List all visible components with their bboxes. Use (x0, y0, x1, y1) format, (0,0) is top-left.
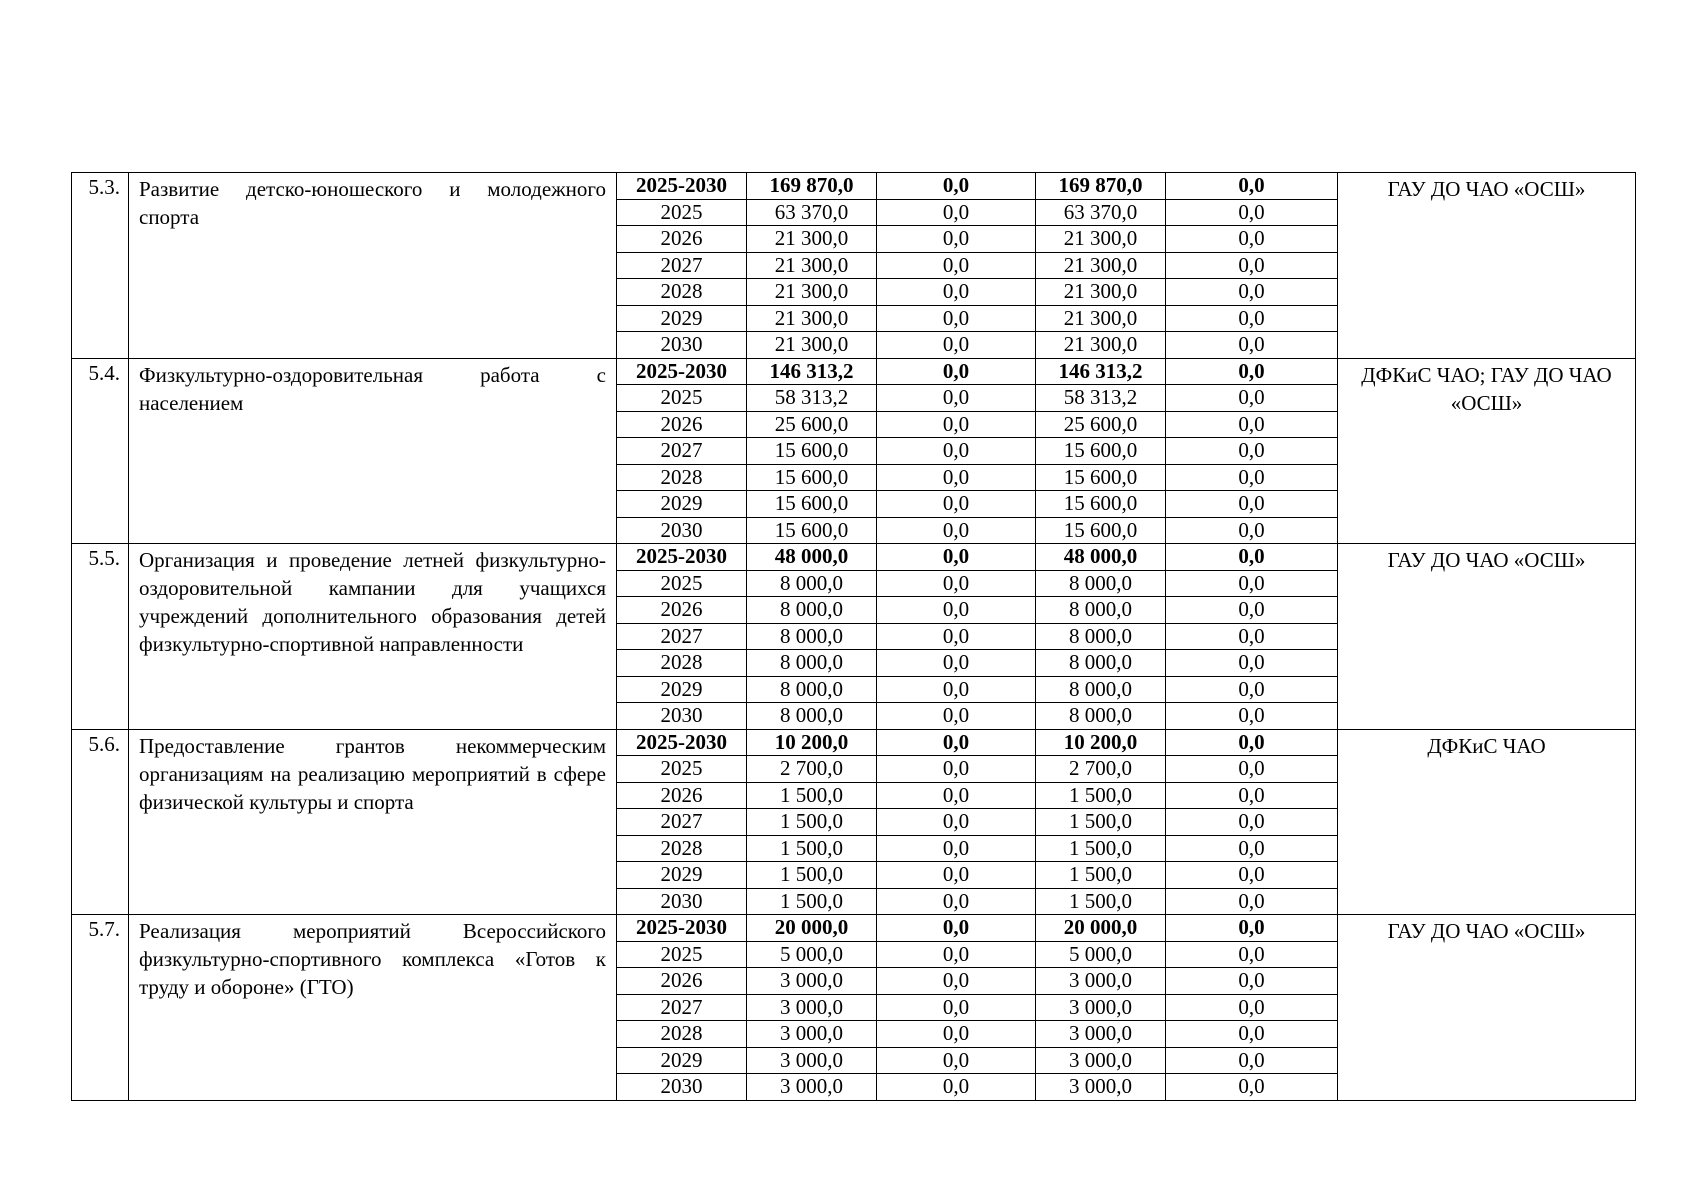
other-sources-cell: 0,0 (1166, 199, 1338, 226)
other-sources-cell: 0,0 (1166, 411, 1338, 438)
other-sources-cell: 0,0 (1166, 332, 1338, 359)
other-sources-cell: 0,0 (1166, 756, 1338, 783)
other-sources-cell: 0,0 (1166, 676, 1338, 703)
period-cell: 2029 (617, 676, 747, 703)
federal-budget-cell: 0,0 (877, 385, 1036, 412)
period-cell: 2029 (617, 305, 747, 332)
funding-table (71, 172, 1636, 1101)
period-cell: 2025 (617, 570, 747, 597)
period-cell: 2026 (617, 411, 747, 438)
regional-budget-cell: 8 000,0 (1036, 650, 1166, 677)
total-amount-cell: 3 000,0 (747, 1047, 877, 1074)
regional-budget-cell: 25 600,0 (1036, 411, 1166, 438)
regional-budget-cell: 1 500,0 (1036, 809, 1166, 836)
responsible-executor: ДФКиС ЧАО (1338, 729, 1636, 915)
federal-budget-cell: 0,0 (877, 994, 1036, 1021)
period-cell: 2029 (617, 862, 747, 889)
period-cell: 2029 (617, 491, 747, 518)
responsible-executor: ГАУ ДО ЧАО «ОСШ» (1338, 173, 1636, 359)
total-amount-cell: 21 300,0 (747, 252, 877, 279)
federal-budget-cell: 0,0 (877, 252, 1036, 279)
regional-budget-cell: 3 000,0 (1036, 968, 1166, 995)
other-sources-cell: 0,0 (1166, 623, 1338, 650)
period-cell: 2028 (617, 650, 747, 677)
other-sources-cell: 0,0 (1166, 650, 1338, 677)
total-amount-cell: 15 600,0 (747, 517, 877, 544)
federal-budget-cell: 0,0 (877, 729, 1036, 756)
responsible-executor: ДФКиС ЧАО; ГАУ ДО ЧАО «ОСШ» (1338, 358, 1636, 544)
regional-budget-cell: 8 000,0 (1036, 703, 1166, 730)
regional-budget-cell: 15 600,0 (1036, 517, 1166, 544)
period-cell: 2027 (617, 252, 747, 279)
federal-budget-cell: 0,0 (877, 464, 1036, 491)
regional-budget-cell: 1 500,0 (1036, 862, 1166, 889)
regional-budget-cell: 8 000,0 (1036, 570, 1166, 597)
regional-budget-cell: 2 700,0 (1036, 756, 1166, 783)
section-number: 5.5. (72, 544, 129, 730)
federal-budget-cell: 0,0 (877, 941, 1036, 968)
regional-budget-cell: 15 600,0 (1036, 464, 1166, 491)
total-amount-cell: 3 000,0 (747, 994, 877, 1021)
regional-budget-cell: 21 300,0 (1036, 305, 1166, 332)
regional-budget-cell: 21 300,0 (1036, 226, 1166, 253)
period-cell: 2025 (617, 199, 747, 226)
federal-budget-cell: 0,0 (877, 173, 1036, 200)
total-amount-cell: 5 000,0 (747, 941, 877, 968)
federal-budget-cell: 0,0 (877, 305, 1036, 332)
period-cell: 2027 (617, 438, 747, 465)
total-amount-cell: 8 000,0 (747, 650, 877, 677)
other-sources-cell: 0,0 (1166, 729, 1338, 756)
federal-budget-cell: 0,0 (877, 438, 1036, 465)
period-cell: 2028 (617, 835, 747, 862)
federal-budget-cell: 0,0 (877, 888, 1036, 915)
total-amount-cell: 15 600,0 (747, 491, 877, 518)
period-cell: 2025-2030 (617, 173, 747, 200)
regional-budget-cell: 8 000,0 (1036, 623, 1166, 650)
total-amount-cell: 21 300,0 (747, 332, 877, 359)
federal-budget-cell: 0,0 (877, 570, 1036, 597)
regional-budget-cell: 5 000,0 (1036, 941, 1166, 968)
federal-budget-cell: 0,0 (877, 915, 1036, 942)
table-row-total (72, 915, 1636, 942)
period-cell: 2025-2030 (617, 358, 747, 385)
regional-budget-cell: 8 000,0 (1036, 676, 1166, 703)
regional-budget-cell: 169 870,0 (1036, 173, 1166, 200)
federal-budget-cell: 0,0 (877, 544, 1036, 571)
period-cell: 2027 (617, 623, 747, 650)
total-amount-cell: 1 500,0 (747, 862, 877, 889)
other-sources-cell: 0,0 (1166, 941, 1338, 968)
federal-budget-cell: 0,0 (877, 809, 1036, 836)
other-sources-cell: 0,0 (1166, 1074, 1338, 1101)
federal-budget-cell: 0,0 (877, 835, 1036, 862)
section-title: Предоставление грантов некоммерческим организациям на реализацию мероприятий в сфере физической культуры и спорта (129, 729, 617, 915)
regional-budget-cell: 1 500,0 (1036, 835, 1166, 862)
section-title: Развитие детско-юношеского и молодежного спорта (129, 173, 617, 359)
section-title: Организация и проведение летней физкультурно-оздоровительной кампании для учащихся учреждений дополнительного образования детей физкультурно-спортивной направленности (129, 544, 617, 730)
total-amount-cell: 25 600,0 (747, 411, 877, 438)
period-cell: 2026 (617, 226, 747, 253)
federal-budget-cell: 0,0 (877, 491, 1036, 518)
period-cell: 2026 (617, 968, 747, 995)
period-cell: 2028 (617, 464, 747, 491)
other-sources-cell: 0,0 (1166, 358, 1338, 385)
regional-budget-cell: 3 000,0 (1036, 994, 1166, 1021)
other-sources-cell: 0,0 (1166, 385, 1338, 412)
other-sources-cell: 0,0 (1166, 888, 1338, 915)
section-number: 5.7. (72, 915, 129, 1101)
other-sources-cell: 0,0 (1166, 491, 1338, 518)
section-title: Реализация мероприятий Всероссийского физкультурно-спортивного комплекса «Готов к труду и обороне» (ГТО) (129, 915, 617, 1101)
federal-budget-cell: 0,0 (877, 968, 1036, 995)
total-amount-cell: 63 370,0 (747, 199, 877, 226)
regional-budget-cell: 10 200,0 (1036, 729, 1166, 756)
period-cell: 2026 (617, 782, 747, 809)
other-sources-cell: 0,0 (1166, 252, 1338, 279)
other-sources-cell: 0,0 (1166, 915, 1338, 942)
regional-budget-cell: 8 000,0 (1036, 597, 1166, 624)
federal-budget-cell: 0,0 (877, 199, 1036, 226)
federal-budget-cell: 0,0 (877, 1047, 1036, 1074)
other-sources-cell: 0,0 (1166, 517, 1338, 544)
table-row-total (72, 544, 1636, 571)
total-amount-cell: 15 600,0 (747, 438, 877, 465)
other-sources-cell: 0,0 (1166, 305, 1338, 332)
period-cell: 2027 (617, 809, 747, 836)
other-sources-cell: 0,0 (1166, 994, 1338, 1021)
section-number: 5.6. (72, 729, 129, 915)
section-number: 5.4. (72, 358, 129, 544)
regional-budget-cell: 21 300,0 (1036, 332, 1166, 359)
total-amount-cell: 1 500,0 (747, 809, 877, 836)
period-cell: 2028 (617, 1021, 747, 1048)
total-amount-cell: 3 000,0 (747, 1074, 877, 1101)
federal-budget-cell: 0,0 (877, 279, 1036, 306)
federal-budget-cell: 0,0 (877, 517, 1036, 544)
total-amount-cell: 2 700,0 (747, 756, 877, 783)
period-cell: 2030 (617, 517, 747, 544)
total-amount-cell: 20 000,0 (747, 915, 877, 942)
total-amount-cell: 169 870,0 (747, 173, 877, 200)
regional-budget-cell: 48 000,0 (1036, 544, 1166, 571)
regional-budget-cell: 15 600,0 (1036, 438, 1166, 465)
federal-budget-cell: 0,0 (877, 703, 1036, 730)
regional-budget-cell: 146 313,2 (1036, 358, 1166, 385)
section-number: 5.3. (72, 173, 129, 359)
other-sources-cell: 0,0 (1166, 464, 1338, 491)
federal-budget-cell: 0,0 (877, 411, 1036, 438)
regional-budget-cell: 63 370,0 (1036, 199, 1166, 226)
total-amount-cell: 8 000,0 (747, 597, 877, 624)
total-amount-cell: 8 000,0 (747, 623, 877, 650)
federal-budget-cell: 0,0 (877, 332, 1036, 359)
other-sources-cell: 0,0 (1166, 703, 1338, 730)
regional-budget-cell: 58 313,2 (1036, 385, 1166, 412)
federal-budget-cell: 0,0 (877, 597, 1036, 624)
section-title: Физкультурно-оздоровительная работа с населением (129, 358, 617, 544)
regional-budget-cell: 15 600,0 (1036, 491, 1166, 518)
total-amount-cell: 8 000,0 (747, 570, 877, 597)
other-sources-cell: 0,0 (1166, 597, 1338, 624)
federal-budget-cell: 0,0 (877, 226, 1036, 253)
period-cell: 2028 (617, 279, 747, 306)
total-amount-cell: 48 000,0 (747, 544, 877, 571)
federal-budget-cell: 0,0 (877, 1021, 1036, 1048)
regional-budget-cell: 3 000,0 (1036, 1021, 1166, 1048)
federal-budget-cell: 0,0 (877, 358, 1036, 385)
federal-budget-cell: 0,0 (877, 623, 1036, 650)
other-sources-cell: 0,0 (1166, 968, 1338, 995)
other-sources-cell: 0,0 (1166, 173, 1338, 200)
regional-budget-cell: 20 000,0 (1036, 915, 1166, 942)
total-amount-cell: 3 000,0 (747, 1021, 877, 1048)
responsible-executor: ГАУ ДО ЧАО «ОСШ» (1338, 544, 1636, 730)
other-sources-cell: 0,0 (1166, 226, 1338, 253)
regional-budget-cell: 3 000,0 (1036, 1074, 1166, 1101)
total-amount-cell: 21 300,0 (747, 305, 877, 332)
total-amount-cell: 1 500,0 (747, 888, 877, 915)
regional-budget-cell: 21 300,0 (1036, 252, 1166, 279)
period-cell: 2030 (617, 703, 747, 730)
other-sources-cell: 0,0 (1166, 544, 1338, 571)
federal-budget-cell: 0,0 (877, 1074, 1036, 1101)
period-cell: 2025 (617, 385, 747, 412)
total-amount-cell: 8 000,0 (747, 676, 877, 703)
table-row-total (72, 729, 1636, 756)
period-cell: 2025-2030 (617, 544, 747, 571)
regional-budget-cell: 1 500,0 (1036, 782, 1166, 809)
period-cell: 2026 (617, 597, 747, 624)
total-amount-cell: 1 500,0 (747, 782, 877, 809)
other-sources-cell: 0,0 (1166, 279, 1338, 306)
period-cell: 2030 (617, 1074, 747, 1101)
total-amount-cell: 146 313,2 (747, 358, 877, 385)
regional-budget-cell: 1 500,0 (1036, 888, 1166, 915)
federal-budget-cell: 0,0 (877, 650, 1036, 677)
responsible-executor: ГАУ ДО ЧАО «ОСШ» (1338, 915, 1636, 1101)
other-sources-cell: 0,0 (1166, 835, 1338, 862)
period-cell: 2030 (617, 332, 747, 359)
total-amount-cell: 15 600,0 (747, 464, 877, 491)
period-cell: 2027 (617, 994, 747, 1021)
other-sources-cell: 0,0 (1166, 1021, 1338, 1048)
period-cell: 2025 (617, 941, 747, 968)
total-amount-cell: 21 300,0 (747, 279, 877, 306)
period-cell: 2025-2030 (617, 729, 747, 756)
other-sources-cell: 0,0 (1166, 438, 1338, 465)
period-cell: 2029 (617, 1047, 747, 1074)
table-row-total (72, 358, 1636, 385)
other-sources-cell: 0,0 (1166, 862, 1338, 889)
federal-budget-cell: 0,0 (877, 862, 1036, 889)
other-sources-cell: 0,0 (1166, 570, 1338, 597)
other-sources-cell: 0,0 (1166, 1047, 1338, 1074)
table-row-total (72, 173, 1636, 200)
other-sources-cell: 0,0 (1166, 809, 1338, 836)
total-amount-cell: 10 200,0 (747, 729, 877, 756)
total-amount-cell: 58 313,2 (747, 385, 877, 412)
total-amount-cell: 21 300,0 (747, 226, 877, 253)
federal-budget-cell: 0,0 (877, 676, 1036, 703)
federal-budget-cell: 0,0 (877, 756, 1036, 783)
period-cell: 2025-2030 (617, 915, 747, 942)
other-sources-cell: 0,0 (1166, 782, 1338, 809)
total-amount-cell: 3 000,0 (747, 968, 877, 995)
federal-budget-cell: 0,0 (877, 782, 1036, 809)
total-amount-cell: 8 000,0 (747, 703, 877, 730)
period-cell: 2025 (617, 756, 747, 783)
regional-budget-cell: 21 300,0 (1036, 279, 1166, 306)
period-cell: 2030 (617, 888, 747, 915)
total-amount-cell: 1 500,0 (747, 835, 877, 862)
regional-budget-cell: 3 000,0 (1036, 1047, 1166, 1074)
